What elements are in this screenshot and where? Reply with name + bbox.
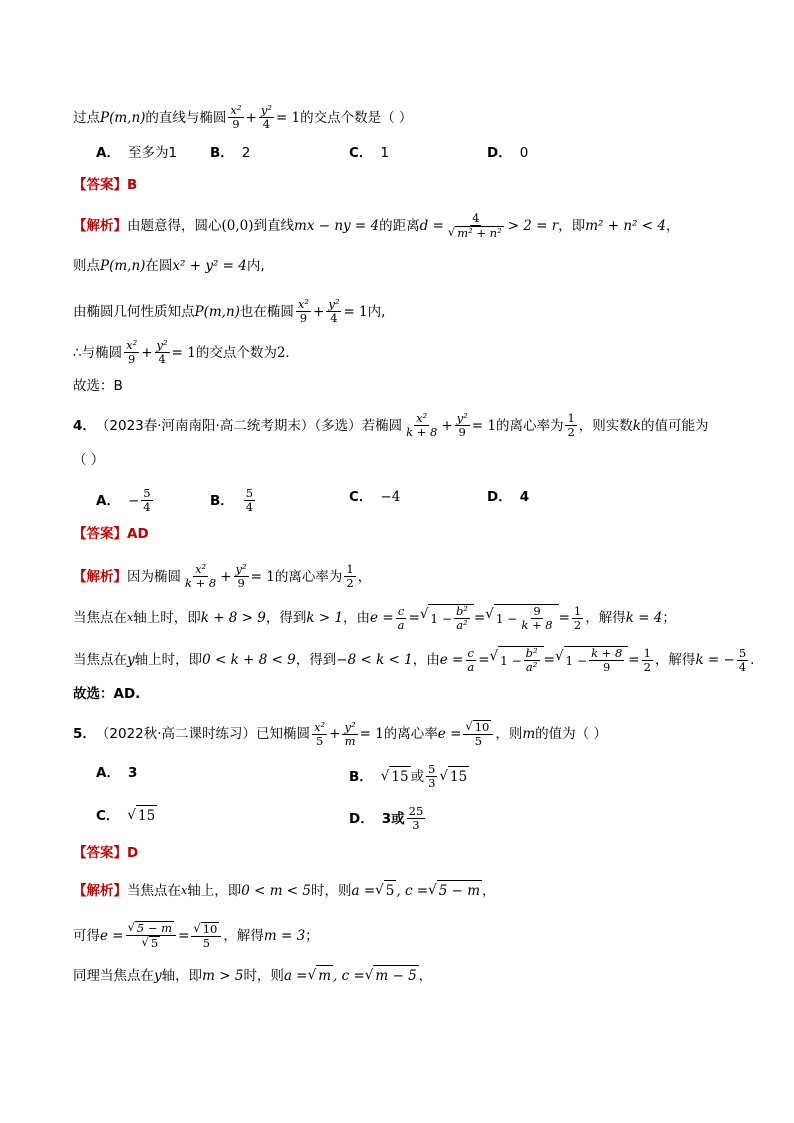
fraction: √ 10 5 bbox=[191, 922, 221, 950]
q3-option-c: C． 1 bbox=[349, 145, 390, 161]
q3-analysis-line-2: 则点 P(m,n) 在圆 x² + y² = 4 内, bbox=[73, 258, 265, 274]
q5-answer: 【答案】 D bbox=[73, 845, 139, 861]
fraction: $\frac{1}{2}$ bbox=[643, 645, 651, 674]
sqrt: √ 1 − $\frac{\text{b²}}{\text{a²}}$ bbox=[420, 604, 474, 632]
q3-stem: 过点 P(m,n) 的直线与椭圆 $\frac{\text{x²}}{9}$ + $\frac{\text{y²}}{4}$ = 1 的交点个数是（ ） bbox=[73, 103, 413, 131]
fraction: $\frac{\text{x²}}{9}$ bbox=[230, 103, 242, 131]
q3-option-a: A． 至多为1 bbox=[96, 145, 178, 161]
fraction: $\frac{\text{y²}}{4}$ bbox=[156, 338, 168, 366]
q3-point: P(m,n) bbox=[100, 109, 146, 126]
q3-option-d: D． 0 bbox=[487, 145, 529, 161]
q5-option-a: A． 3 bbox=[96, 765, 138, 781]
fraction: $\frac{5}{4}$ bbox=[143, 486, 151, 514]
q5-option-d: D． 3或 $\frac{25}{3}$ bbox=[349, 804, 424, 832]
q5-stem: 5． （2022秋·高二课时练习）已知椭圆 $\frac{\text{x²}}{5}$ + $\frac{\text{y²}}{m}$ = 1 的离心率 e = √ 10 5 ，则 m 的值为（ ） bbox=[73, 719, 607, 748]
fraction: $\frac{c}{a}$ bbox=[467, 645, 475, 674]
fraction: $\frac{\text{x²}}{9}$ bbox=[297, 297, 310, 325]
fraction: $\frac{\text{y²}}{m}$ bbox=[344, 719, 356, 748]
q4-paren: （ ） bbox=[73, 452, 105, 468]
q3-option-b: B． 2 bbox=[210, 145, 251, 161]
sqrt: √ 15 bbox=[380, 768, 409, 785]
q4-analysis-line-3: 当焦点在 y 轴上时，即 0 < k + 8 < 9 ，得到 −8 < k < 1 ，由 e = $\frac{c}{a}$ = √ 1 − $\frac{\text{b²}}{\text{a²}}$ = √ 1 − $\frac{k + 8}{9}$ = $\frac{1}{2}$ ，解得 k = − $\frac{5}{4}$ . bbox=[73, 645, 755, 674]
fraction: $\frac{\text{x²}}{k + 8}$ bbox=[406, 411, 438, 439]
sqrt: √ 1 − $\frac{9}{k + 8}$ bbox=[485, 604, 558, 632]
fraction: $\frac{c}{a}$ bbox=[397, 603, 405, 632]
fraction: $\frac{5}{4}$ bbox=[738, 645, 747, 674]
fraction: $\frac{1}{2}$ bbox=[346, 562, 354, 590]
q4-option-b: B． $\frac{5}{4}$ bbox=[210, 486, 254, 514]
q5-option-c: C． √ 15 bbox=[96, 807, 156, 824]
fraction: $\frac{1}{2}$ bbox=[573, 603, 582, 632]
fraction: $\frac{\text{y²}}{4}$ bbox=[328, 297, 340, 325]
fraction: √ 10 5 bbox=[463, 720, 493, 748]
fraction: $\frac{5}{4}$ bbox=[245, 486, 254, 514]
q4-stem: 4． （2023春·河南南阳·高二统考期末）（多选）若椭圆 $\frac{\text{x²}}{k + 8}$ + $\frac{\text{y²}}{9}$ = 1 的离心率为 $\frac{1}{2}$ ，则实数 k 的值可能为 bbox=[73, 411, 709, 439]
q4-answer: 【答案】 AD bbox=[73, 526, 149, 542]
fraction: $\frac{\text{x²}}{9}$ bbox=[126, 338, 138, 366]
fraction: $\frac{5}{3}$ bbox=[428, 762, 436, 790]
sqrt: √ m − 5 bbox=[364, 967, 417, 984]
q3-analysis-line-1: 【解析】 由题意得，圆心 (0,0) 到直线 mx − ny = 4 的距离 d = 4 √ m² + n² > 2 = r ，即 m² + n² < 4 ， bbox=[73, 211, 680, 240]
fraction: $\frac{\text{x²}}{k + 8}$ bbox=[185, 562, 217, 590]
q3-stem-mid: 的直线与椭圆 bbox=[145, 109, 227, 126]
q3-answer: 【答案】 B bbox=[73, 177, 138, 193]
q3-stem-suffix: 的交点个数是（ ） bbox=[300, 109, 413, 126]
fraction: √ 5 − m √ 5 bbox=[126, 921, 177, 950]
sqrt: √ 15 bbox=[439, 768, 468, 785]
sqrt: √ 15 bbox=[127, 807, 156, 824]
q5-option-b: B． √ 15 或 $\frac{5}{3}$ √ 15 bbox=[349, 762, 468, 790]
q5-analysis-line-2: 可得 e = √ 5 − m √ 5 = √ 10 5 ，解得 m = 3 ； bbox=[73, 920, 319, 950]
sqrt: √ 1 − $\frac{\text{b²}}{\text{a²}}$ bbox=[490, 646, 544, 674]
fraction: $\frac{\text{y²}}{9}$ bbox=[235, 562, 247, 590]
q5-analysis-line-1: 【解析】 当焦点在 x 轴上，即 0 < m < 5 时，则 a = √ 5 , c = √ 5 − m ， bbox=[73, 882, 496, 899]
fraction: $\frac{1}{2}$ bbox=[567, 411, 575, 439]
q4-conclusion: 故选：AD. bbox=[73, 686, 141, 702]
q3-analysis-line-3: 由椭圆几何性质知点 P(m,n) 也在椭圆 $\frac{\text{x²}}{9}$ + $\frac{\text{y²}}{4}$ = 1 内, bbox=[73, 297, 386, 325]
q3-analysis-line-4: ∴与椭圆 $\frac{\text{x²}}{9}$ + $\frac{\text{y²}}{4}$ = 1 的交点个数为 2． bbox=[73, 338, 299, 366]
fraction: $\frac{25}{3}$ bbox=[408, 804, 424, 832]
fraction: $\frac{\text{x²}}{5}$ bbox=[314, 719, 326, 748]
fraction: $\frac{\text{y²}}{4}$ bbox=[260, 103, 272, 131]
fraction: $\frac{\text{y²}}{9}$ bbox=[456, 411, 468, 439]
q3-stem-prefix: 过点 bbox=[73, 109, 100, 126]
fraction: 4 √ m² + n² bbox=[447, 211, 502, 240]
q4-analysis-line-1: 【解析】 因为椭圆 $\frac{\text{x²}}{k + 8}$ + $\frac{\text{y²}}{9}$ = 1 的离心率为 $\frac{1}{2}$ ， bbox=[73, 562, 372, 590]
q5-analysis-line-3: 同理当焦点在 y 轴，即 m > 5 时，则 a = √ m , c = √ m − 5 ， bbox=[73, 967, 433, 984]
q4-option-a: A． − $\frac{5}{4}$ bbox=[96, 486, 151, 514]
q4-option-d: D． 4 bbox=[487, 489, 530, 505]
sqrt: √ 1 − $\frac{k + 8}{9}$ bbox=[555, 646, 628, 674]
q4-option-c: C． −4 bbox=[349, 489, 401, 505]
q3-conclusion: 故选：B bbox=[73, 378, 123, 394]
sqrt: √ 5 − m bbox=[428, 882, 481, 899]
sqrt: √ m bbox=[307, 967, 332, 984]
sqrt: √ 5 bbox=[375, 882, 395, 899]
q4-analysis-line-2: 当焦点在 x 轴上时，即 k + 8 > 9 ，得到 k > 1 ，由 e = $\frac{c}{a}$ = √ 1 − $\frac{\text{b²}}{\text{a²}}$ = √ 1 − $\frac{9}{k + 8}$ = $\frac{1}{2}$ ，解得 k = 4 ； bbox=[73, 603, 676, 632]
